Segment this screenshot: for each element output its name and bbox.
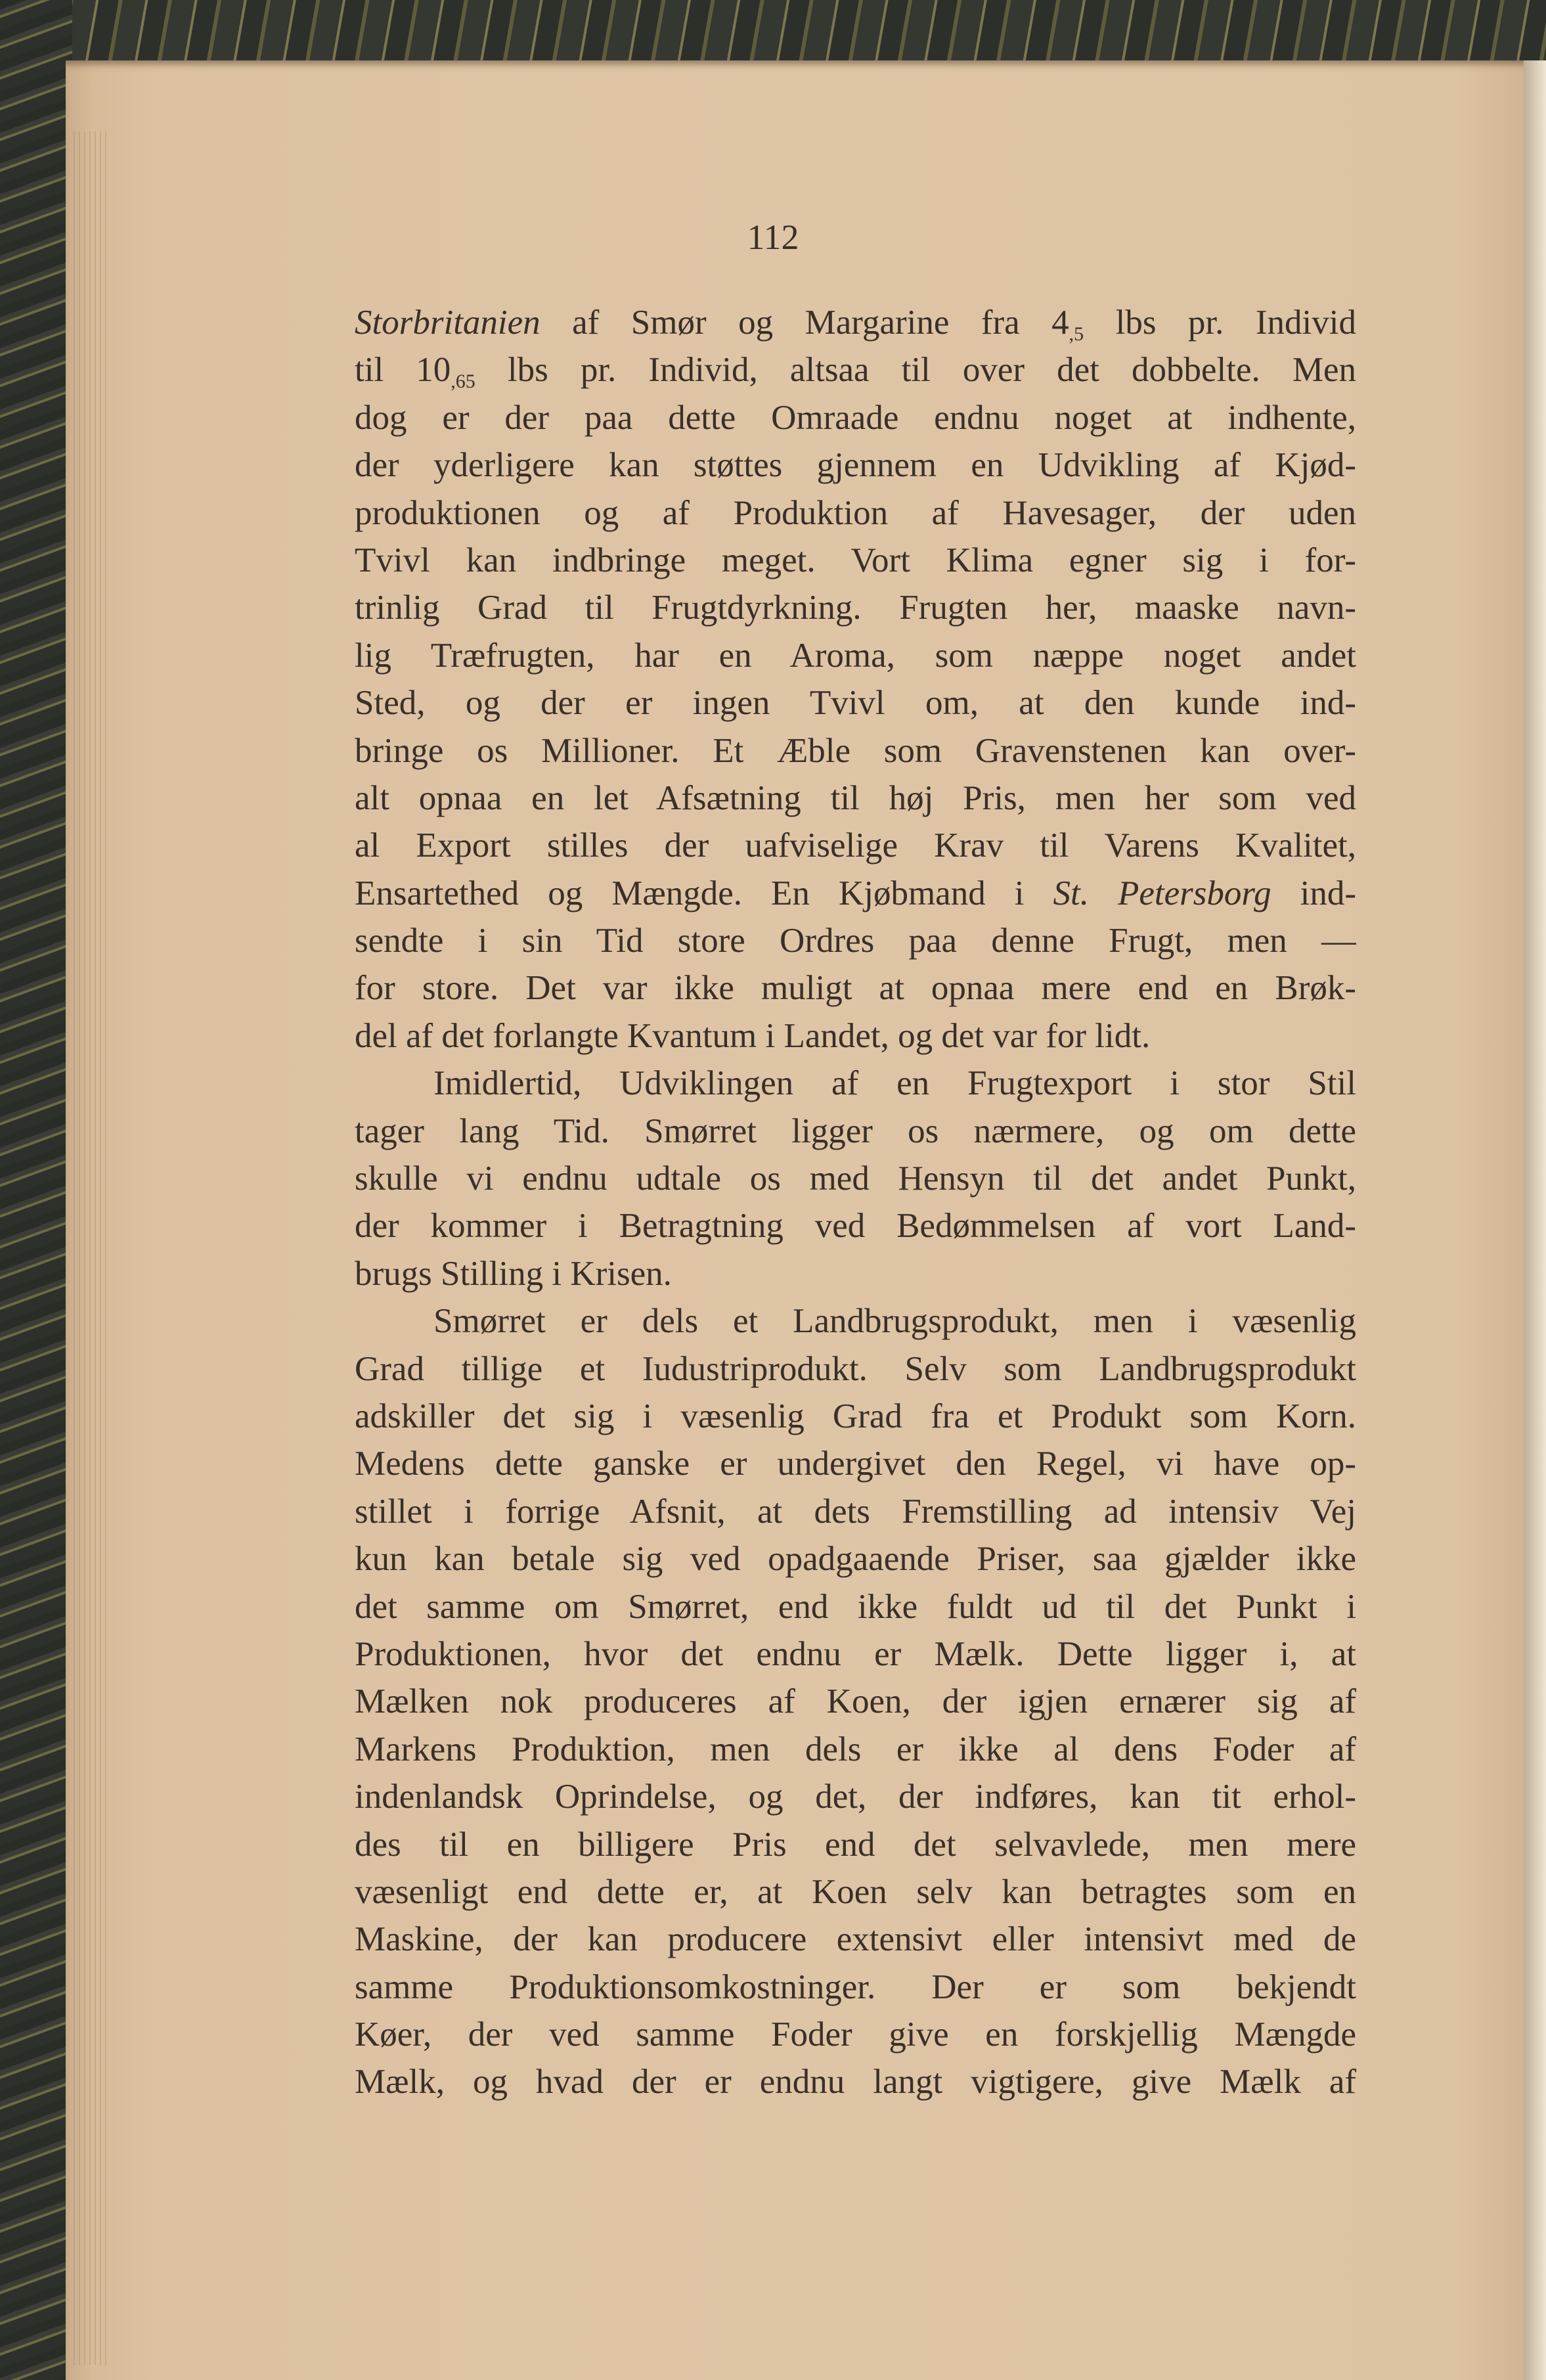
text-segment: Grad tillige et Iudustriprodukt. Selv som Landbrugsprodukt	[355, 1349, 1356, 1388]
text-line	[355, 1012, 1356, 1060]
text-segment: dog er der paa dette Omraade endnu noget at indhente,	[355, 398, 1356, 437]
text-line	[355, 394, 1356, 441]
text-segment: lig Træfrugten, har en Aroma, som næppe noget andet	[355, 636, 1356, 675]
text-line	[355, 1393, 1356, 1440]
text-segment: skulle vi endnu udtale os med Hensyn til det andet Punkt,	[355, 1159, 1356, 1198]
book-binding	[0, 0, 72, 2380]
page-number: 112	[747, 217, 799, 257]
text-line	[355, 1964, 1356, 2011]
text-line	[355, 727, 1356, 775]
text-line	[355, 1868, 1356, 1916]
text-segment: Køer, der ved samme Foder give en forskjellig Mængde	[355, 2015, 1356, 2054]
text-line	[355, 870, 1356, 917]
text-line	[355, 775, 1356, 822]
text-line	[355, 1202, 1356, 1249]
text-segment: sendte i sin Tid store Ordres paa denne Frugt, men —	[355, 922, 1356, 960]
subscript-decimal: ,5	[1069, 323, 1084, 345]
text-segment: der yderligere kan støttes gjennem en Udvikling af Kjød-	[355, 446, 1356, 485]
text-segment: tager lang Tid. Smørret ligger os nærmere, og om dette	[355, 1111, 1356, 1150]
text-line	[355, 1440, 1356, 1487]
text-line	[355, 679, 1356, 727]
text-line	[355, 1916, 1356, 1963]
text-line	[355, 1297, 1356, 1345]
text-line	[355, 1535, 1356, 1583]
text-segment: der kommer i Betragtning ved Bedømmelsen af vort Land-	[355, 1207, 1356, 1246]
text-line	[355, 1250, 1356, 1297]
text-segment: samme Produktionsomkostninger. Der er som bekjendt	[355, 1967, 1356, 2006]
text-segment: Smørret er dels et Landbrugsprodukt, men i væsenlig	[433, 1302, 1356, 1341]
text-segment: trinlig Grad til Frugtdyrkning. Frugten her, maaske navn-	[355, 589, 1356, 627]
text-segment: ind-	[1271, 874, 1356, 912]
text-line	[355, 1488, 1356, 1535]
text-segment: Sted, og der er ingen Tvivl om, at den kunde ind-	[355, 684, 1356, 723]
text-line	[355, 1773, 1356, 1820]
text-segment: del af det forlangte Kvantum i Landet, og det var for lidt.	[355, 1016, 1151, 1055]
text-segment: alt opnaa en let Afsætning til høj Pris, men her som ved	[355, 778, 1356, 817]
text-segment: Mælken nok produceres af Koen, der igjen ernærer sig af	[355, 1682, 1356, 1721]
text-line	[355, 964, 1356, 1012]
text-segment: af Smør og Margarine fra 4	[540, 303, 1069, 342]
italic-text: St. Petersborg	[1053, 874, 1271, 912]
text-segment: Markens Produktion, men dels er ikke al dens Foder af	[355, 1730, 1356, 1768]
text-line	[355, 489, 1356, 537]
text-line	[355, 1726, 1356, 1773]
text-segment: des til en billigere Pris end det selvavlede, men mere	[355, 1825, 1356, 1864]
italic-text: Storbritanien	[355, 303, 541, 342]
page-leaves-edge	[74, 131, 106, 2365]
text-segment: Medens dette ganske er undergivet den Regel, vi have op-	[355, 1445, 1356, 1483]
text-line	[355, 299, 1356, 346]
book-cover-top	[0, 0, 1546, 66]
text-segment: lbs pr. Individ, altsaa til over det dobbelte. Men	[475, 351, 1356, 390]
text-segment: lbs pr. Individ	[1084, 303, 1356, 342]
text-line	[355, 632, 1356, 679]
text-segment: Mælk, og hvad der er endnu langt vigtigere, give Mælk af	[355, 2063, 1356, 2101]
text-line	[355, 2058, 1356, 2105]
text-line	[355, 1108, 1356, 1155]
page-right-edge	[1524, 60, 1546, 2380]
text-line	[355, 584, 1356, 631]
text-line	[355, 822, 1356, 869]
text-segment: Ensartethed og Mængde. En Kjøbmand i	[355, 874, 1053, 912]
body-text	[355, 299, 1356, 2106]
text-line	[355, 1821, 1356, 1868]
text-line	[355, 1678, 1356, 1725]
text-segment: Imidlertid, Udviklingen af en Frugtexport i stor Stil	[433, 1064, 1356, 1103]
text-segment: adskiller det sig i væsenlig Grad fra et Produkt som Korn.	[355, 1397, 1356, 1435]
text-line	[355, 1630, 1356, 1678]
text-line	[355, 1155, 1356, 1202]
text-segment: stillet i forrige Afsnit, at dets Fremstilling ad intensiv Vej	[355, 1492, 1356, 1531]
text-segment: brugs Stilling i Krisen.	[355, 1254, 672, 1293]
text-segment: for store. Det var ikke muligt at opnaa mere end en Brøk-	[355, 969, 1356, 1008]
text-line	[355, 441, 1356, 489]
text-line	[355, 346, 1356, 393]
text-segment: bringe os Millioner. Et Æble som Gravenstenen kan over-	[355, 731, 1356, 770]
text-segment: al Export stilles der uafviselige Krav til Varens Kvalitet,	[355, 826, 1356, 865]
text-line	[355, 1345, 1356, 1393]
text-segment: væsenligt end dette er, at Koen selv kan betragtes som en	[355, 1872, 1356, 1911]
text-segment: Produktionen, hvor det endnu er Mælk. Dette ligger i, at	[355, 1634, 1356, 1673]
text-segment: indenlandsk Oprindelse, og det, der indføres, kan tit erhol-	[355, 1778, 1356, 1816]
text-segment: det samme om Smørret, end ikke fuldt ud til det Punkt i	[355, 1587, 1356, 1626]
text-segment: produktionen og af Produktion af Havesager, der uden	[355, 493, 1356, 532]
text-segment: Maskine, der kan producere extensivt eller intensivt med de	[355, 1920, 1356, 1959]
text-line	[355, 917, 1356, 964]
text-segment: kun kan betale sig ved opadgaaende Priser, saa gjælder ikke	[355, 1540, 1356, 1579]
subscript-decimal: ,65	[451, 370, 475, 393]
text-segment: til 10	[355, 351, 451, 390]
text-line	[355, 1583, 1356, 1630]
text-segment: Tvivl kan indbringe meget. Vort Klima egner sig i for-	[355, 541, 1356, 579]
text-line	[355, 1060, 1356, 1107]
text-line	[355, 537, 1356, 584]
text-line	[355, 2011, 1356, 2058]
